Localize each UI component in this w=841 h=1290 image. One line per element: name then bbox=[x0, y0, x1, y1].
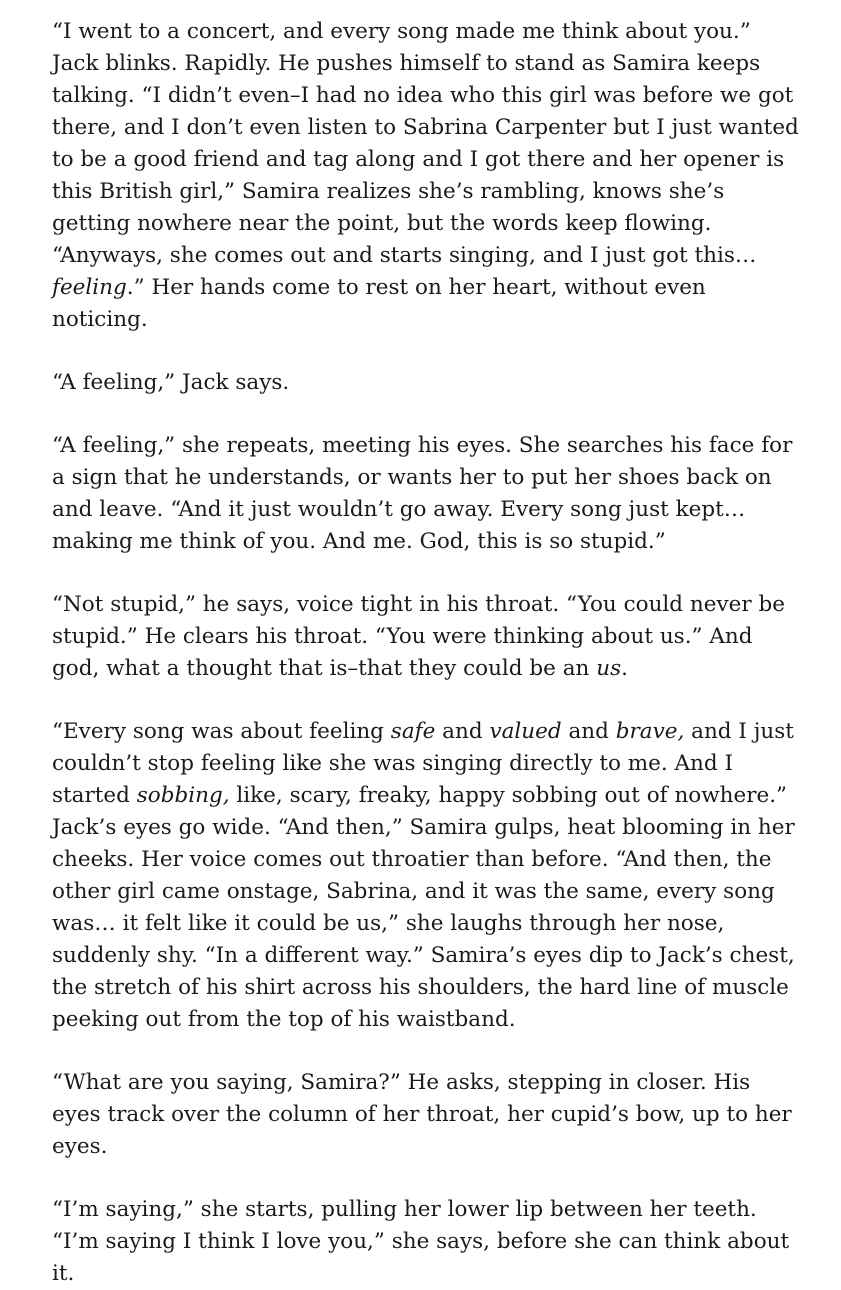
text-segment: . bbox=[621, 656, 628, 681]
text-segment: “Every song was about feeling bbox=[52, 719, 391, 744]
paragraph-7 bbox=[52, 1194, 801, 1290]
text-segment: “What are you saying, Samira?” He asks, stepping in closer. His eyes track over the column of her throat, her cupid’s bow, up to her eyes. bbox=[52, 1070, 792, 1159]
text-segment: “Not stupid,” he says, voice tight in his throat. “You could never be stupid.” He clears his throat. “You were thinking about us.” And god, what a thought that is–that they could be an bbox=[52, 592, 785, 681]
text-segment: “A feeling,” she repeats, meeting his eyes. She searches his face for a sign that he understands, or wants her to put her shoes back on and leave. “And it just wouldn’t go away. Every song just kept… making me think of you. And me. God, this is so stupid.” bbox=[52, 433, 793, 554]
paragraph-4 bbox=[52, 589, 801, 685]
paragraph-3 bbox=[52, 430, 801, 558]
text-segment: “I’m saying,” she starts, pulling her lower lip between her teeth. “I’m saying I think I love you,” she says, before she can think about it. bbox=[52, 1197, 790, 1286]
paragraph-1 bbox=[52, 16, 801, 336]
text-segment-italic: safe bbox=[390, 719, 436, 744]
text-segment-italic: us bbox=[596, 656, 622, 681]
text-segment: and bbox=[561, 719, 616, 744]
text-segment: and I just couldn’t stop feeling like she was singing directly to me. And I started bbox=[52, 719, 794, 808]
paragraph-2 bbox=[52, 367, 801, 399]
text-segment: .” Her hands come to rest on her heart, without even noticing. bbox=[52, 275, 706, 332]
text-segment: like, scary, freaky, happy sobbing out of nowhere.” Jack’s eyes go wide. “And then,” Samira gulps, heat blooming in her cheeks. Her voice comes out throatier than before. “And then, the other girl came onstage, Sabrina, and it was the same, every song was… it felt like it could be us,” she laughs through her nose, suddenly shy. “In a different way.” Samira’s eyes dip to Jack’s chest, the stretch of his shirt across his shoulders, the hard line of muscle peeking out from the top of his waistband. bbox=[52, 783, 795, 1032]
text-segment-italic: sobbing, bbox=[136, 783, 230, 808]
text-segment: “I went to a concert, and every song made me think about you.” Jack blinks. Rapidly. He pushes himself to stand as Samira keeps talking. “I didn’t even–I had no idea who this girl was before we got there, and I don’t even listen to Sabrina Carpenter but I just wanted to be a good friend and tag along and I got there and her opener is this British girl,” Samira realizes she’s rambling, knows she’s getting nowhere near the point, but the words keep flowing. “Anyways, she comes out and starts singing, and I just got this… bbox=[52, 19, 799, 268]
paragraph-6 bbox=[52, 1067, 801, 1163]
text-segment-italic: brave, bbox=[615, 719, 685, 744]
text-segment-italic: valued bbox=[489, 719, 562, 744]
text-segment-italic: feeling bbox=[52, 275, 127, 300]
text-segment: and bbox=[435, 719, 490, 744]
text-segment: “A feeling,” Jack says. bbox=[52, 370, 290, 395]
paragraph-5 bbox=[52, 716, 801, 1036]
